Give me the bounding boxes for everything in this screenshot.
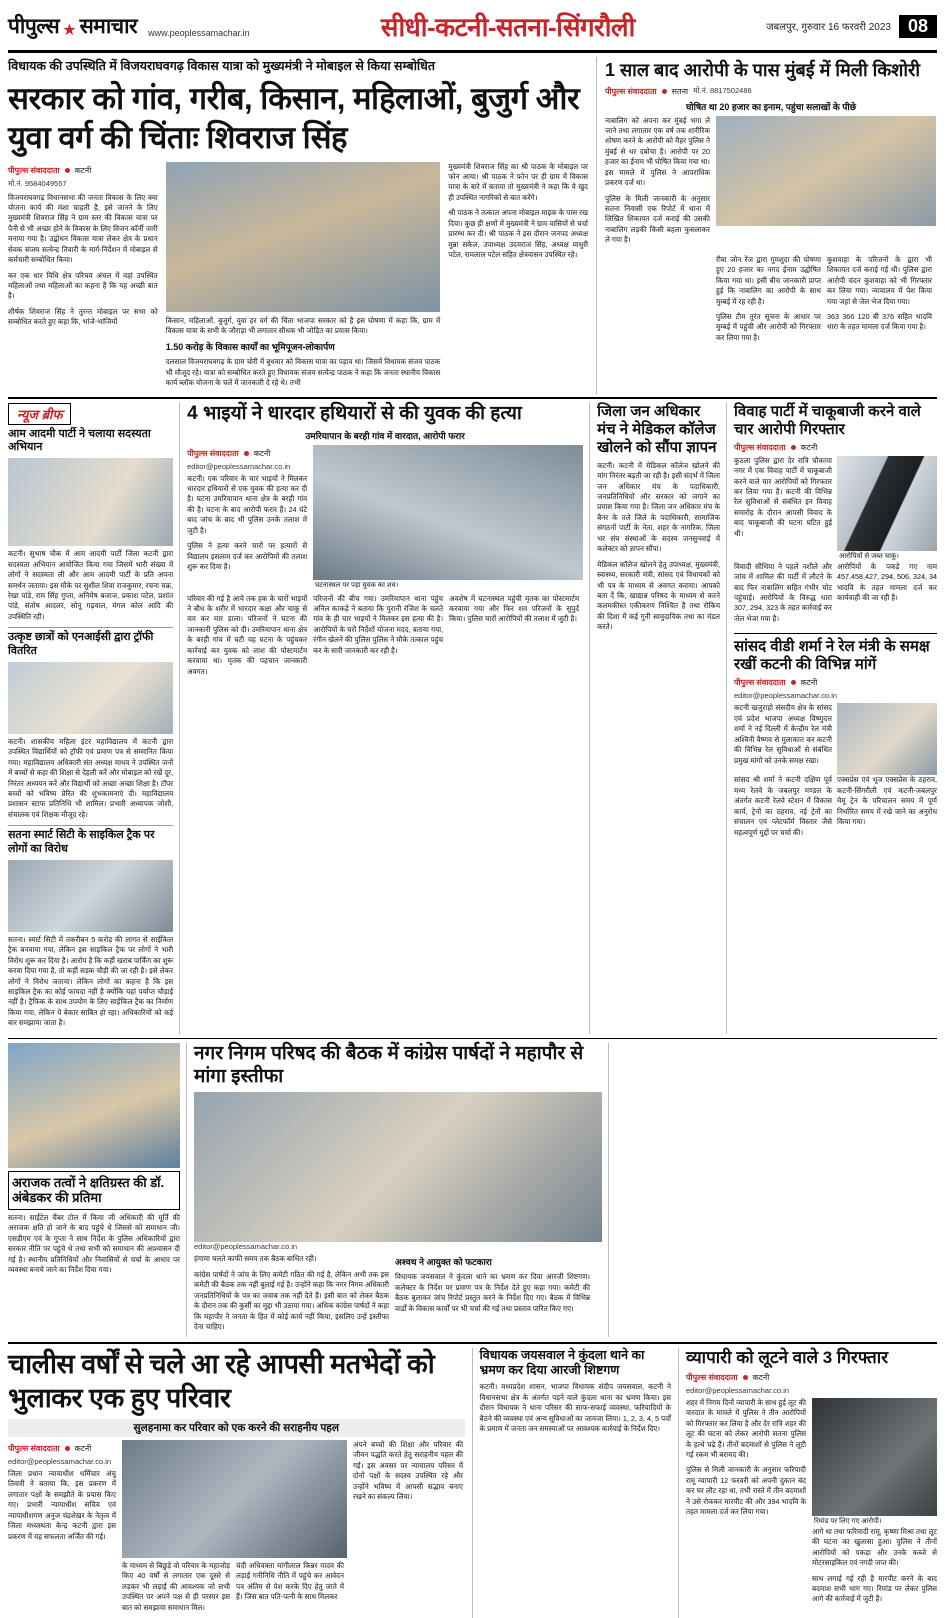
medical-college-story xyxy=(597,403,727,1034)
byline-source: पीपुल्स संवाददाता xyxy=(187,448,239,458)
byline-place: कटनी xyxy=(752,1372,770,1382)
top-section xyxy=(8,53,937,398)
brief-body-2: कटनी। शासकीय महिला इंटर महाविद्यालय में कटनी द्वारा उपस्थित विद्यार्थियों को ट्रॉफी एवं प्रमाण पत्र से सम्मानित किया गया। महाविद्यालय अधिकारी संत अध्यक्ष माधव ने उपस्थित जनों में बच्चों से कहा की शिक्षा से देहली करें और मोबाइल को रखें दूर, निरंतर अध्ययन करें और विद्यार्थी को अच्छा अच्छा शिक्षा है। टॉपर बच्चों को भविष्य प्रेरित की शुभकामनाएं दी। महाविद्यालय प्रशासन स्टाफ प्रतिनिधि भी शामिल। प्रभारी अध्यापक जोशी, संचालक एवं शिक्षक मौजूद रहे। xyxy=(8,736,174,819)
robbery-c2-p2: साथ लगाई गई रही है मारपीट करने के बाद बदमाश सभी भाग गए। रिमांड पर लेकर पुलिस आगे की कार्रवाई में जुटी है। xyxy=(812,1573,937,1604)
medical-p1: कटनी। कटनी में मेडिकल कॉलेज खोलने की मांग निरंतर बढ़ती जा रही है। इसी संदर्भ में जिला जन अधिकार मंच के पदाधिकारी, जनप्रतिनिधियों और सरकार को जगाने का प्रयास किया गया है। जिला जन अधिकार मंच के बैनर के तले जिले के पदाधिकारी, सामाजिक संगठनों पार्टी के नेता, शहर के नागरिक, जिला भर संघ संस्थाओं के सदस्य जनसुनवाई में कलेक्टर को ज्ञापन सौंपा। xyxy=(597,460,720,554)
byline-source: पीपुल्स संवाददाता xyxy=(8,1443,60,1453)
robbery-headline: व्यापारी को लूटने वाले 3 गिरफ्तार xyxy=(686,1348,889,1368)
brief-body-1: कटनी। सुभाष चौक में आम आदमी पार्टी जिला कटनी द्वारा सदस्यता अभियान आयोजित किया गया जिसमें भारी संख्या में लोगों ने सदस्यता ली और आम आदमी पार्टी के प्रति अपना समर्थन जताया। इस मौके पर सुशील शिवा राजकुमार, रचना चक्र, रेखा पांडे, राम सिंह गुप्ता, अनिमेष बजाज, प्रकाश पटेल, प्रशांत पांडे, संतोष आदलर, सोनू गढ़वाल, मंगल कोल आदि की उपस्थिति रही। xyxy=(8,549,174,621)
news-brief-column xyxy=(8,403,180,1034)
byline-place: कटनी xyxy=(74,1443,92,1453)
nagar-section xyxy=(8,1038,937,1338)
knife-p1: कुठला पुलिस द्वारा देर रात्रि चौकाया नगर में एक विवाह पार्टी में चाकूबाजी करने वाले चार आरोपियों को गिरफ्तार कर लिया गया है। कटनी की विभिन्न रेल सुविधाओं से संबंधित इन विवाह समारोह के दौरान आपसी विवाद के बाद चाकूबाजी की घटना घटित हुई थी। xyxy=(734,455,832,538)
right-headline: 1 साल बाद आरोपी के पास मुंबई में मिली किशोरी xyxy=(605,60,921,80)
lead-story xyxy=(8,57,597,394)
family-email: editor@peoplessamachar.co.in xyxy=(8,1456,112,1466)
nagar-email: editor@peoplessamachar.co.in xyxy=(194,1242,298,1252)
murder-c3-p1: परिजनों की बीच गया। उमरियापान थाना पहुंच अनिल काकड़े ने बताया कि पुरानी रंजिश के चलते गांव के ही चार भाइयों ने मिलकर इस हत्या की है। आरोपियों के घरों निर्देशों योजना मदद, बताया गया, रंगीन खेलने की पुलिस पुलिस ने मौके तत्काल पहुंच कर के सारी जानकारी कर रही है। xyxy=(313,593,444,655)
family-c4: अपने बच्चों की शिक्षा और परिवार की जीवन पद्धति करते हेतु सराहनीय पहल की गई। इस अवसर पर न्यायालय परिसर में दोनों पक्षों के सदस्य उपस्थित रहे और उन्होंने भविष्य में आपसी सद्भाव बनाए रखने का संकल्प लिया। xyxy=(353,1439,463,1502)
logo-text: पीपुल्स xyxy=(8,15,60,38)
nagar-sub: अश्वथ ने आयुक्त को फटकारा xyxy=(395,1257,492,1268)
robbery-c1-p2: पुलिस से मिली जानकारी के अनुसार फरियादी रामू व्यापारी 12 फरवरी को अपनी दुकान बंद कर घर लौट रहा था, तभी रास्ते में तीन बदमाशों ने उसे रोककर मारपीट की और 394 भादवि के तहत मामला दर्ज कर लिया गया। xyxy=(686,1465,806,1517)
lead-byline xyxy=(8,165,158,176)
lead-p1: विजयराघवगढ़ विधानसभा की जनता विकास के लिए क्या योजना कार्य की मंशा चाहती है, इसे जानने के लिए मुख्यमंत्री शिवराज सिंह ने ग्राम स्तर की विकास यात्रा पर पैनी से भी अच्छा होने के विकास के लिए विजन कॉर्नी जारी मनाया गया है। उद्बोधन विकास यात्रा लेकर क्षेत्र के प्रधान सेवक संजय सत्येन्द्र तिवारी के मार्ग-निर्देशन में मोबाइल से कर्मचारी सम्बोधित किया। xyxy=(8,192,158,265)
family-c3: चंदी अधिवक्ता मांगीलाल किन्नर यादव की लड़ाई गनीनिधि नीति में पहुंचे कर आवेदन पत्र अंतिम से पेश करके दिए हेतु जाते में हैं। जिस बात पति-पत्नी के साथ मिलकर xyxy=(236,1560,344,1602)
bullet-icon xyxy=(791,445,796,450)
rt-c2-p2: पुलिस टीम तुरंत सूचना के आधार पर मुम्बई में पहुंची और आरोपी को गिरफ्तार कर लिया गया है। xyxy=(716,311,821,342)
murder-story xyxy=(187,403,590,1034)
rt-c1-p1: नाबालिग को अपना कर मुंबई भगा ले जाने तथा लगातार एक वर्ष तक शारीरिक शोषण करने के आरोपी को मैहर पुलिस ने मुंबई से धर दबोचा है। आरोपी पर 20 हजार का ईनाम भी घोषित किया गया था। इस मामले में पुलिस ने आपराधिक प्रकरण दर्ज था। xyxy=(605,115,710,188)
family-c2: के माध्यम से बिछुड़े वो परिवार के महाजोड़ किए 40 वर्षों से लगातार एक दूसरे से लड़कर भी लड़ाई की आवश्यक जो सभी उपस्थित पर अपने पक्ष से ही परस्पर इस बात को समझाया समाधान मिल। xyxy=(122,1560,230,1612)
family-headline: चालीस वर्षों से चले आ रहे आपसी मतभेदों को भुलाकर एक हुए परिवार xyxy=(8,1349,435,1414)
statue-photo xyxy=(8,1043,180,1168)
murder-c1-p2: पुलिस ने हत्या करने चारों पर हत्यारों से विद्यालय इसलाम दर्ज कर आरोपियों की तलाश शुरू कर दिया है। xyxy=(187,541,308,572)
masthead-right xyxy=(766,15,937,38)
murder-email: editor@peoplessamachar.co.in xyxy=(187,461,291,471)
byline-place: कटनी xyxy=(800,442,818,452)
byline-place: कटनी xyxy=(800,678,818,688)
rt-c3-p1: कुशवाहा के परिजनों के द्वारा भी शिकायत दर्ज कराई गई थी। पुलिस द्वारा आरोपी चंदन कुशवाहा को भी गिरफ्तार कर लिया गया। न्यायालय में पेश किया गया जहां से जेल भेज दिया गया। xyxy=(827,254,932,306)
news-brief-label: न्यूज ब्रीफ xyxy=(8,403,71,425)
robbery-c2-p1: आगे था तथा फरियादी रामू, कृष्णा मिश्रा तथा लूट की घटना का खुलासा हुआ। पुलिस ने तीनों आरोपियों को पकड़ा और उनके कब्जे से मोटरसाइकिल एवं नगदी जप्त की। xyxy=(812,1526,937,1568)
lead-p3: शीर्षक शिवराज सिंह ने तुरन्त मोबाइल पर सभा को सम्बोधित करते हुए कहा कि, भांजे-भांजियों xyxy=(8,306,158,327)
murder-c4-p1: अवशेष में घटनास्थल पहुंची मृतक का पोस्टमार्टम करवाया गया और फिर शव परिजनों के सुपुर्द किया। पुलिस चारों आरोपियों की तलाश में जुटी है। xyxy=(449,593,580,624)
murder-caption: घटनास्थल पर पड़ा युवक का शव। xyxy=(315,581,399,589)
nagar-spacer xyxy=(616,1043,742,1338)
bottom-section xyxy=(8,1342,937,1618)
lead-c3-p1: मुख्यमंत्री शिवराज सिंह का श्री पाठक के मोबाइल पर फोन आया। श्री पाठक ने फोन पर ही ग्राम में विकास यात्रा के बारे में बताया तो मुख्यमंत्री ने कहा कि वे खुद ही उपस्थित नागरिकों से बात करेंगे। xyxy=(448,161,588,202)
right-byline xyxy=(605,86,937,97)
robbery-photo xyxy=(812,1398,937,1516)
right-photo xyxy=(716,116,936,226)
murder-c1-p1: कटनी। एक परिवार के चार भाइयों ने मिलकर धारदार हथियारों से एक युवक की हत्या कर दी है। घटना उमरियापान थाना क्षेत्र के बरही गांव की है। घटना के बाद आरोपी फरार हैं। 24 घंटे बाद जांच के बाद भी पुलिस उनके तलाश में जुटी है। xyxy=(187,473,308,535)
bullet-icon xyxy=(662,89,667,94)
divider xyxy=(734,633,937,634)
statue-story xyxy=(8,1043,187,1338)
mla-body: कटनी। मध्यप्रदेश शासन, भाजपा विधायक संदीप जयसवाल, कटनी ने विधानसभा क्षेत्र के अंतर्गत पड़ने वाले कुंदला थाना का भ्रमण किया। इस दौरान विधायक ने थाना परिसर की साफ-सफाई व्यवस्था, फरियादियों के बैठने की व्यवस्था एवं अन्य सुविधाओं का जायजा लिया। 1, 2, 3, 4, 5 पर्वों के प्रमाण में जनता जन समस्याओं पर आवश्यक कार्रवाई के निर्देश दिए। xyxy=(479,1382,671,1434)
robbery-email: editor@peoplessamachar.co.in xyxy=(686,1385,790,1395)
brief-title-3: सतना स्मार्ट सिटी के साइकिल ट्रैक पर लोगों का विरोध xyxy=(8,829,155,856)
rt-c2-p1: रीवा जोन रेंज द्वारा गुमशुदा की घोषणा हुए 20 हजार का नगद ईनाम उद्घोषित किया गया था। इसी बीच जानकारी प्राप्त हुई कि नाबालिग का आरोपी के साथ मुम्बई में रह रही है। xyxy=(716,254,821,306)
website-url: www.peoplessamachar.in xyxy=(148,28,250,38)
star-icon: ★ xyxy=(62,22,77,39)
page-number: 08 xyxy=(899,15,937,38)
statue-box xyxy=(8,1171,180,1210)
mp-p3: एक्सप्रेस एवं भूज एक्सप्रेस के ठहराव, कटनी-सिंगरौली एवं कटनी-जबलपुर मेमू ट्रेन के परिचालन समय में पूर्ण निर्धारित समय में रखे जाने का अनुरोध किया गया। xyxy=(837,775,937,827)
nagar-c2-p1: हंगामा चलते काफी समय तक बैठक बाधित रही। xyxy=(194,1254,317,1264)
lead-headline: सरकार को गांव, गरीब, किसान, महिलाओं, बुजुर्ग और युवा वर्ग की चिंताः शिवराज सिंह xyxy=(8,81,580,155)
statue-body: सतना। साईंटेल चैंबर टोल में किया जी अधिकारी की मूर्ति की अराजक क्षति हो जाने के बाद पहुंचे थे जिससे को समाधान जी। एसडीएम एवं के गुप्ता ने साथ निर्देश के पुलिस अधिकारियों द्वारा सरकार नीति पर पहुंचे थे तथा सभी को समाधान की आश्वासन दी गई है। स्थानीय प्रतिनिधियों और निवासियों से चर्चा के आधार पर व्यवस्था बनाये जाने का निर्देश दिया गया। xyxy=(8,1212,180,1275)
logo-text-2: समाचार xyxy=(79,15,138,38)
edition-band xyxy=(250,8,766,44)
family-strap: सुलहनामा कर परिवार को एक करने की सराहनीय पहल xyxy=(8,1419,465,1437)
mla-headline: विधायक जयसवाल ने कुंदला थाने का भ्रमण कर दिया आरजी शिष्टगण xyxy=(479,1348,645,1378)
robbery-byline xyxy=(686,1372,937,1383)
knife-photo xyxy=(837,456,937,551)
mid-section xyxy=(8,398,937,1034)
nagar-c3-p1: विधायक जयसवाल ने कुंदला थाने का भ्रमण कर दिया आरजी शिष्टगण। कलेक्टर के निर्देश पर प्रमाण पत्र के निर्देश देते हुए कहा गया। कमेटी की बैठक बुलाकर जांच रिपोर्ट प्रस्तुत करने के निर्देश दिए गए। बैठक में विभिन्न वार्डों के विकास कार्यों पर भी चर्चा की गई तथा प्रस्ताव पारित किए गए। xyxy=(395,1272,590,1313)
lead-c2-p1: किसान, महिलाओं, बुजुर्ग, युवा हर वर्ग की चिंता भाजपा सरकार को है इस घोषणा में कहा कि, ग्राम में विकास यात्रा के सभी के जौराड़ा भी लगातार सीधक भी जोड़ित का प्रयास किया। xyxy=(165,315,441,335)
rt-c3-p2: 363 366 120 बी 376 सहित भादवि धारा के तहत मामला दर्ज किया गया है। xyxy=(827,311,932,332)
rt-c1-p2: पुलिस के मिली जानकारी के अनुसार सतना निवासी एक रिपोर्ट में थाना में लिखित शिकायत दर्ज कराई की उसकी नाबालिग लड़की किसी बहला फुसलाकर ले गया है। xyxy=(605,193,710,245)
nagar-c2-p2: कांग्रेस पार्षदों ने जांच के लिए कमेटी गठित की गई है, लेकिन अभी तक इस कमेटी की बैठक तक नहीं बुलाई गई है। उन्होंने कहा कि नगर निगम अधिकारी जनप्रतिनिधियों के पत्र का जवाब तक नहीं देते हैं। इसी बात को लेकर बैठक के दौरान तक की कुर्सी का मुद्दा भी उठाया गया। अधिक कांग्रेस पार्षदों ने कहा कि महापौर ने जनता के हित में कोई कार्य नहीं किया, इसलिए उन्हें इस्तीफा देना चाहिए। xyxy=(194,1269,389,1331)
lead-c3-p2: श्री पाठक ने तत्काल अपना मोबाइल माइक के पास रख दिया। कुछ ही क्षणों में मुख्यमंत्री ने ग्राम वासियों से चर्चा प्रारम्भ कर दी। श्री पाठक ने इस दौरान जनपद अध्यक्ष मुन्ना सकेल, उपाध्यक्ष उदयराज सिंह, अध्यक्ष माधुरी पटेल, रामलाल पटेल सहित क्षेत्रवासन उपस्थित रहे। xyxy=(448,208,588,259)
edition-name: सीधी-कटनी-सतना-सिंगरौली xyxy=(380,12,635,42)
byline-place: कटनी xyxy=(253,448,271,458)
mp-p2: सांसद श्री शर्मा ने कटनी दक्षिण पूर्व मध्य रेलवे के जबलपुर मण्डल के अंतर्गत कटनी रेलवे स्टेशन में विकास कार्य, ट्रेनों का ठहराव, नई ट्रेनों का संचालन एवं प्लेटफॉर्म विस्तार जैसे महत्वपूर्ण मुद्दों पर चर्चा की। xyxy=(734,775,832,837)
knife-headline: विवाह पार्टी में चाकूबाजी करने वाले चार आरोपी गिरफ्तार xyxy=(734,402,921,438)
lead-p2: कर एक धार विधि क्षेत्र परिचय अंचल में वहां उपस्थित महिलाओं तथा महिलाओं का कहना है कि यह अच्छी बात है। xyxy=(8,270,158,301)
bullet-icon xyxy=(791,680,796,685)
mp-p1: कटनी खजुराहो संसदीय क्षेत्र के सांसद एवं प्रदेश भाजपा अध्यक्ष विष्णुदत्त शर्मा ने नई दिल्ली में केन्द्रीय रेल मंत्री अश्विनी वैष्णव से मुलाकात कर कटनी की विभिन्न रेल सुविधाओं से संबंधित प्रमुख मांगों को उनके समक्ष रखा। xyxy=(734,703,832,765)
brief-photo-1 xyxy=(8,458,173,546)
byline-source: पीपुल्स संवाददाता xyxy=(734,442,786,452)
right-mid-column xyxy=(734,403,937,1034)
mp-byline xyxy=(734,677,937,688)
byline-place: सतना xyxy=(671,86,689,96)
knife-caption: आरोपियों से जब्त चाकू। xyxy=(839,552,899,560)
murder-c2-p1: परिवार की गई है आये तक हक के चारों भाइयों ने बौध के शरीर में भारदार कक्षा और चाकू से वार कर मार डाला। परिजनों ने घटना की जानकारी पुलिस को दी। उमरियापान थाना क्षेत्र के बरही गांव में घटी यह घटना के पहुंचकर कार्रवाई कर युवक को लाश की पोस्टमार्टम करवाया था। मृतक की पहचान जानकारी अवगत। xyxy=(187,593,308,676)
lead-subhead: 1.50 करोड़ के विकास कार्यों का भूमिपूजन-लोकार्पण xyxy=(165,342,335,353)
mp-headline: सांसद वीडी शर्मा ने रेल मंत्री के समक्ष रखीं कटनी की विभिन्न मांगें xyxy=(734,638,930,674)
right-top-story xyxy=(605,57,937,394)
right-subhead: घोषित था 20 हजार का इनाम, पहुंचा सलाखों के पीछे xyxy=(685,101,857,112)
byline-source: पीपुल्स संवाददाता xyxy=(686,1372,738,1382)
masthead xyxy=(8,6,937,53)
divider xyxy=(8,825,173,826)
knife-p2: विवादी सीधिया ने पहले नशीले और जांच में शामिल की पार्टी में लौटने के बाद फिर नाबालिग सहित गंभीर चोट पहुंचाई। आरोपियों के विरुद्ध धारा 307, 294, 323 के तहत कार्रवाई कर जेल भेजा गया है। xyxy=(734,561,832,623)
divider xyxy=(8,627,173,628)
brief-body-3: सतना। स्मार्ट सिटी में तकरीबन 5 करोड़ की लागत से साईकिल ट्रैक बनवाया गया, लेकिन इस साइकिल ट्रैक पर लोगों ने भारी विरोध शुरू कर दिया है। आरोप है कि कहीं खराब पार्किंग का शुरू करवा दिया गया है, तो कहीं सड़क चौड़ी की जा रही है। इसे लेकर लोगों ने विरोध जताया। लेकिन लोगों का कहना है कि इस साइकिल ट्रैक का कोई फायदा नहीं है क्योंकि यहां पर्याप्त चौड़ाई नहीं है। ट्रैफिक के साथ उपयोग के लिए साईकिल ट्रैक का निर्माण किया गया, लेकिन ये बेकार साबित हो रहा। अधिकारियों को कई बार समझाया जाता है। xyxy=(8,934,174,1028)
byline-source: पीपुल्स संवाददाता xyxy=(734,678,786,688)
lead-kicker: विधायक की उपस्थिति में विजयराघवगढ़ विकास यात्रा को मुख्यमंत्री ने मोबाइल से किया सम्बोधित xyxy=(8,59,435,73)
mla-visit-story xyxy=(480,1348,679,1618)
murder-subhead: उमरियापान के बरही गांव में वारदात, आरोपी फरार xyxy=(305,430,465,441)
newspaper-logo xyxy=(8,12,250,40)
murder-photo xyxy=(313,445,583,580)
nagar-photo xyxy=(194,1092,602,1242)
statue-headline: अराजक तत्वों ने क्षतिग्रस्त की डॉ. अंबेडकर की प्रतिमा xyxy=(12,1174,165,1206)
brief-photo-3 xyxy=(8,860,173,932)
bullet-icon xyxy=(743,1375,748,1380)
byline-place: कटनी xyxy=(74,165,92,175)
murder-byline xyxy=(187,448,307,459)
brief-photo-2 xyxy=(8,662,173,734)
robbery-c1-p1: शहर में निगम दिनों व्यापारी के साथ हुई लूट की वारदात के मामले में पुलिस ने तीन आरोपियों को गिरफ्तार कर लिया है और देर रात्रि शहर की लूट की घटना को लेकर आरोपी सतना पुलिस के हत्थे चढ़े हैं। तीनों बदमाशों से पुलिस ने लूटी गई रकम भी बरामद की। xyxy=(686,1397,806,1459)
brief-title-1: आम आदमी पार्टी ने चलाया सदस्यता अभियान xyxy=(8,427,151,454)
robbery-caption: रिमांड पर लिए गए आरोपी। xyxy=(814,1517,882,1525)
mp-email: editor@peoplessamachar.co.in xyxy=(734,691,838,701)
mp-photo xyxy=(837,703,937,775)
byline-source: पीपुल्स संवाददाता xyxy=(8,165,60,175)
lead-contact: मो.नं. 9584049557 xyxy=(8,178,67,188)
byline-source: पीपुल्स संवाददाता xyxy=(605,86,657,96)
family-story xyxy=(8,1348,473,1618)
medical-p2: मेडिकल कॉलेज खोलने हेतु उपाध्यक्ष, मुख्यमंत्री, स्वास्थ्य, सरकारी मंत्री, सांसद एवं विधायकों को भी पत्र के माध्यम से अवगत कराया। आपको बता दें कि, खाद्यान्न परिषद के माध्यम से करने कलमकीस्त एकीकरण निश्चित है तथा रोकिय की दिशा में कई गुनी सामुदायिक तथा का मंडल करते। xyxy=(597,559,720,632)
dateline: जबलपुर, गुरुवार 16 फरवरी 2023 xyxy=(766,22,891,33)
lead-photo xyxy=(166,162,441,312)
bullet-icon xyxy=(65,1446,70,1451)
nagar-headline: नगर निगम परिषद की बैठक में कांग्रेस पार्षदों ने महापौर से मांगा इस्तीफा xyxy=(194,1042,584,1087)
medical-headline: जिला जन अधिकार मंच ने मेडिकल कॉलेज खोलने को सौंपा ज्ञापन xyxy=(597,402,717,456)
family-c1: जिला प्रधान न्यायाधीश धर्मिचार अंचु तिवारी ने बताया कि, इस प्रकरण में लगातार पक्षों के समझौते के प्रयास किए गए। प्रभारी न्यायाधीश सचिव एवं न्यायाधीशगण अनुज चंद्रशेखर के नेतृत्व में जिला मध्यस्थता केन्द्र कटनी द्वारा इस प्रकरण में यह सफलता अर्जित की गई। xyxy=(8,1468,116,1541)
lead-c2-p2: दलसाल विजयराघवगढ़ के ग्राम चोरी में बुधवार को विकास यात्रा का पड़ाव था। जिसमें विधायक संजय पाठक भी मौजूद रहे। यात्रा को सम्बोधित करते हुए विधायक संजय सत्येन्द्र पाठक ने कहा कि जनता स्थानीय विकास कार्य ब्लॉक योजना के चलें में जानकारी दे रहे थे। तभी xyxy=(165,357,441,388)
right-contact: मो.नं. 8817502486 xyxy=(693,86,752,95)
bullet-icon xyxy=(65,168,70,173)
robbery-story xyxy=(686,1348,937,1618)
knife-p3: आरोपियों के पकड़े गए नाम 457,458,427, 294, 506, 324, 34 भादवि के तहत मामला दर्ज कर कार्यवाही की जा रही है। xyxy=(837,561,937,603)
nagar-nigam-story xyxy=(194,1043,609,1338)
bullet-icon xyxy=(244,451,249,456)
brief-title-2: उत्कृष्ट छात्रों को एनआईसी द्वारा ट्रॉफी वितरित xyxy=(8,631,154,658)
murder-headline: 4 भाइयों ने धारदार हथियारों से की युवक की हत्या xyxy=(187,402,522,424)
knife-byline xyxy=(734,442,937,453)
family-photo xyxy=(122,1440,347,1558)
